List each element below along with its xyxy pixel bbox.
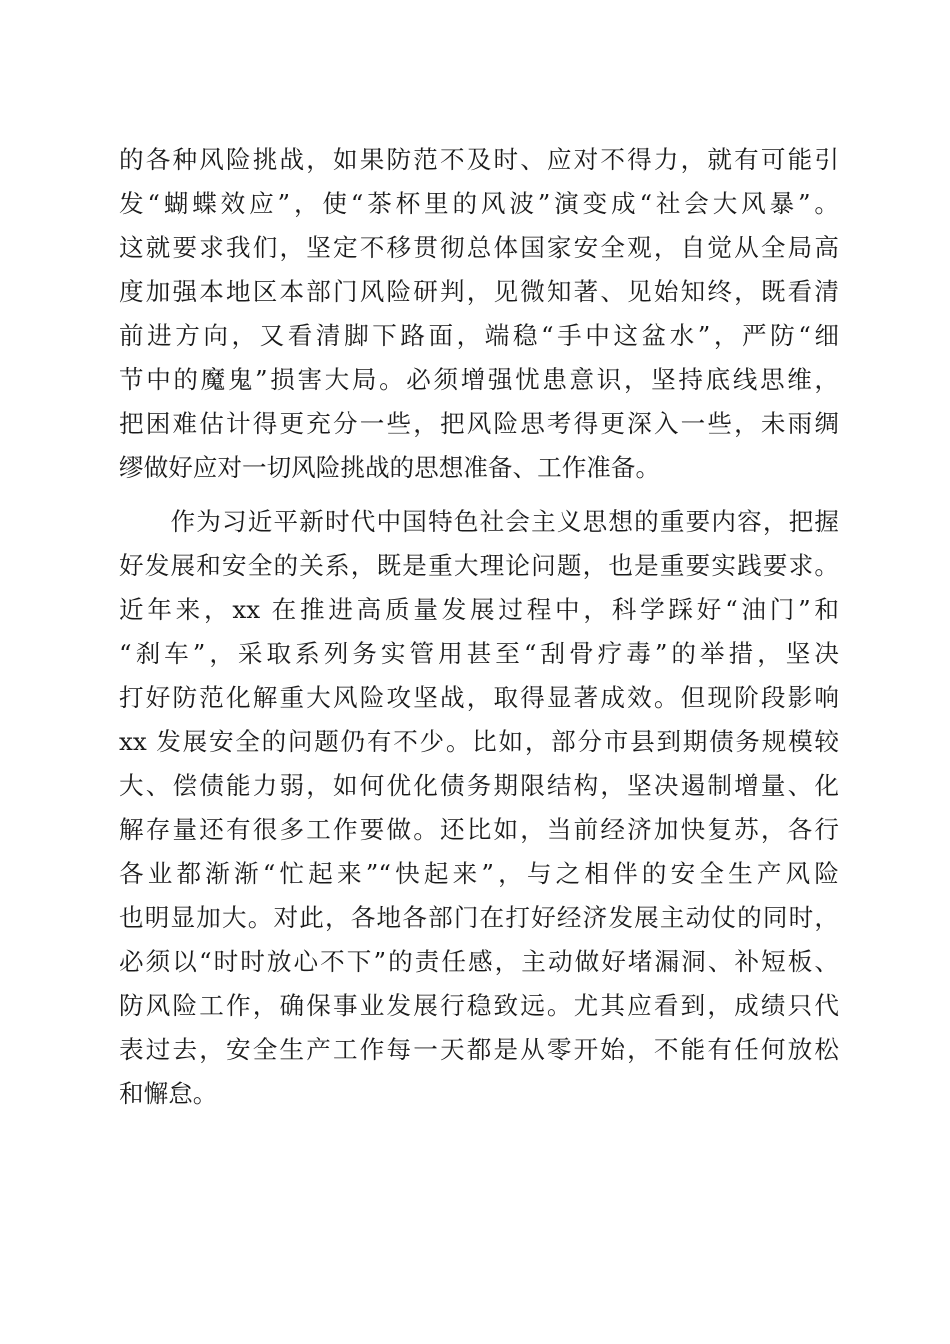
text-line: 把困难估计得更充分一些，把风险思考得更深入一些，未雨绸 [119,409,839,438]
text-line: 和懈怠。 [119,1079,218,1108]
text-line: 防风险工作，确保事业发展行稳致远。尤其应看到，成绩只代 [119,991,839,1020]
text-line: 这就要求我们，坚定不移贯彻总体国家安全观，自觉从全局高 [119,233,839,262]
text-line: 表过去，安全生产工作每一天都是从零开始，不能有任何放松 [119,1035,839,1064]
text-line: 作为习近平新时代中国特色社会主义思想的重要内容，把握 [119,507,839,536]
text-line: 近年来，xx 在推进高质量发展过程中，科学踩好“油门”和 [119,595,839,624]
text-line: 的各种风险挑战，如果防范不及时、应对不得力，就有可能引 [119,145,839,174]
text-line: 前进方向，又看清脚下路面，端稳“手中这盆水”，严防“细 [119,321,839,350]
text-line: 大、偿债能力弱，如何优化债务期限结构，坚决遏制增量、化 [119,771,839,800]
text-line: 缪做好应对一切风险挑战的思想准备、工作准备。 [119,453,661,482]
text-line: 发“蝴蝶效应”，使“茶杯里的风波”演变成“社会大风暴”。 [119,189,839,218]
text-line: “刹车”，采取系列务实管用甚至“刮骨疗毒”的举措，坚决 [119,639,839,668]
text-line: 度加强本地区本部门风险研判，见微知著、见始知终，既看清 [119,277,839,306]
text-line: 解存量还有很多工作要做。还比如，当前经济加快复苏，各行 [119,815,839,844]
text-line: xx 发展安全的问题仍有不少。比如，部分市县到期债务规模较 [119,727,839,756]
text-line: 也明显加大。对此，各地各部门在打好经济发展主动仗的同时， [119,903,839,932]
text-line: 必须以“时时放心不下”的责任感，主动做好堵漏洞、补短板、 [119,947,839,976]
text-line: 节中的魔鬼”损害大局。必须增强忧患意识，坚持底线思维， [119,365,839,394]
text-line: 各业都渐渐“忙起来”“快起来”，与之相伴的安全生产风险 [119,859,839,888]
text-line: 好发展和安全的关系，既是重大理论问题，也是重要实践要求。 [119,551,839,580]
text-line: 打好防范化解重大风险攻坚战，取得显著成效。但现阶段影响 [119,683,839,712]
